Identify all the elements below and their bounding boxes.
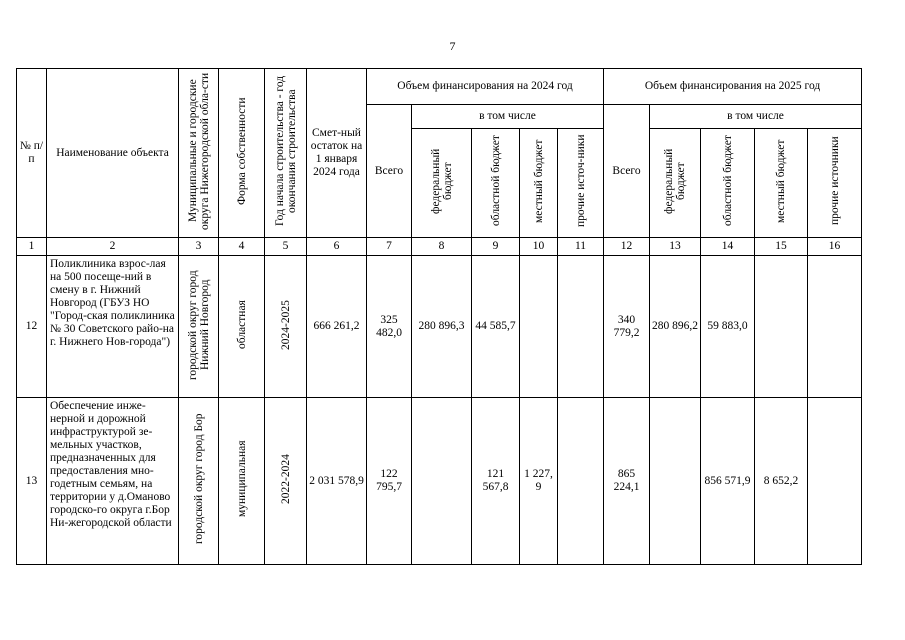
column-number: 14 (701, 238, 755, 256)
header-federal-2025: федеральный бюджет (650, 129, 701, 238)
local-2025-cell (755, 256, 808, 398)
column-number: 15 (755, 238, 808, 256)
row-number: 13 (17, 398, 47, 565)
estimate-cell: 666 261,2 (307, 256, 367, 398)
header-local-2024: местный бюджет (520, 129, 558, 238)
page-number: 7 (449, 39, 456, 53)
other-2025-cell (808, 398, 862, 565)
column-number: 10 (520, 238, 558, 256)
column-number: 2 (47, 238, 179, 256)
column-number: 5 (265, 238, 307, 256)
regional-2024-cell: 44 585,7 (472, 256, 520, 398)
total-2024-cell: 122 795,7 (367, 398, 412, 565)
header-ownership: Форма собственности (219, 69, 265, 238)
header-municipality: Муниципальные и городские округа Нижегородской обла-сти (179, 69, 219, 238)
object-name: Обеспечение инже-нерной и дорожной инфраструктурой зе-мельных участков, предназначенных для предоставления мно-годетным семьям, на территории у д.Оманово городско-го округа г.Бор Ни-жегородской области (47, 398, 179, 565)
ownership-cell: муниципальная (219, 398, 265, 565)
column-number: 1 (17, 238, 47, 256)
header-no: № п/п (17, 69, 47, 238)
row-number: 12 (17, 256, 47, 398)
total-2025-cell: 865 224,1 (604, 398, 650, 565)
column-number: 11 (558, 238, 604, 256)
years-cell: 2022-2024 (265, 398, 307, 565)
header-group-2024: Объем финансирования на 2024 год (367, 69, 604, 105)
header-other-2025: прочие источники (808, 129, 862, 238)
header-local-2025: местный бюджет (755, 129, 808, 238)
other-2024-cell (558, 256, 604, 398)
municipality-cell: городской округ город Нижний Новгород (179, 256, 219, 398)
object-name: Поликлиника взрос-лая на 500 посеще-ний в смену в г. Нижний Новгород (ГБУЗ НО "Город-ская поликлиника № 30 Советского райо-на г. Нижнего Нов-города") (47, 256, 179, 398)
column-number: 7 (367, 238, 412, 256)
header-years: Год начала строительства - год окончания строительства (265, 69, 307, 238)
local-2025-cell: 8 652,2 (755, 398, 808, 565)
total-2024-cell: 325 482,0 (367, 256, 412, 398)
header-total-2024: Всего (367, 105, 412, 238)
years-cell: 2024-2025 (265, 256, 307, 398)
header-incl-2024: в том числе (412, 105, 604, 129)
table-row (17, 256, 862, 398)
other-2025-cell (808, 256, 862, 398)
local-2024-cell: 1 227, 9 (520, 398, 558, 565)
financing-table (16, 68, 862, 565)
municipality-cell: городской округ город Бор (179, 398, 219, 565)
column-number: 9 (472, 238, 520, 256)
header-incl-2025: в том числе (650, 105, 862, 129)
federal-2025-cell (650, 398, 701, 565)
header-name: Наименование объекта (47, 69, 179, 238)
federal-2024-cell: 280 896,3 (412, 256, 472, 398)
column-number: 13 (650, 238, 701, 256)
table-row (17, 398, 862, 565)
header-federal-2024: федеральный бюджет (412, 129, 472, 238)
column-number: 4 (219, 238, 265, 256)
column-number: 6 (307, 238, 367, 256)
regional-2025-cell: 856 571,9 (701, 398, 755, 565)
ownership-cell: областная (219, 256, 265, 398)
federal-2024-cell (412, 398, 472, 565)
other-2024-cell (558, 398, 604, 565)
total-2025-cell: 340 779,2 (604, 256, 650, 398)
header-group-2025: Объем финансирования на 2025 год (604, 69, 862, 105)
header-estimate: Смет-ный остаток на 1 января 2024 года (307, 69, 367, 238)
regional-2025-cell: 59 883,0 (701, 256, 755, 398)
regional-2024-cell: 121 567,8 (472, 398, 520, 565)
column-number-row (17, 238, 862, 256)
column-number: 12 (604, 238, 650, 256)
federal-2025-cell: 280 896,2 (650, 256, 701, 398)
column-number: 3 (179, 238, 219, 256)
column-number: 16 (808, 238, 862, 256)
header-regional-2024: областной бюджет (472, 129, 520, 238)
column-number: 8 (412, 238, 472, 256)
local-2024-cell (520, 256, 558, 398)
header-total-2025: Всего (604, 105, 650, 238)
header-regional-2025: областной бюджет (701, 129, 755, 238)
estimate-cell: 2 031 578,9 (307, 398, 367, 565)
header-other-2024: прочие источ-ники (558, 129, 604, 238)
